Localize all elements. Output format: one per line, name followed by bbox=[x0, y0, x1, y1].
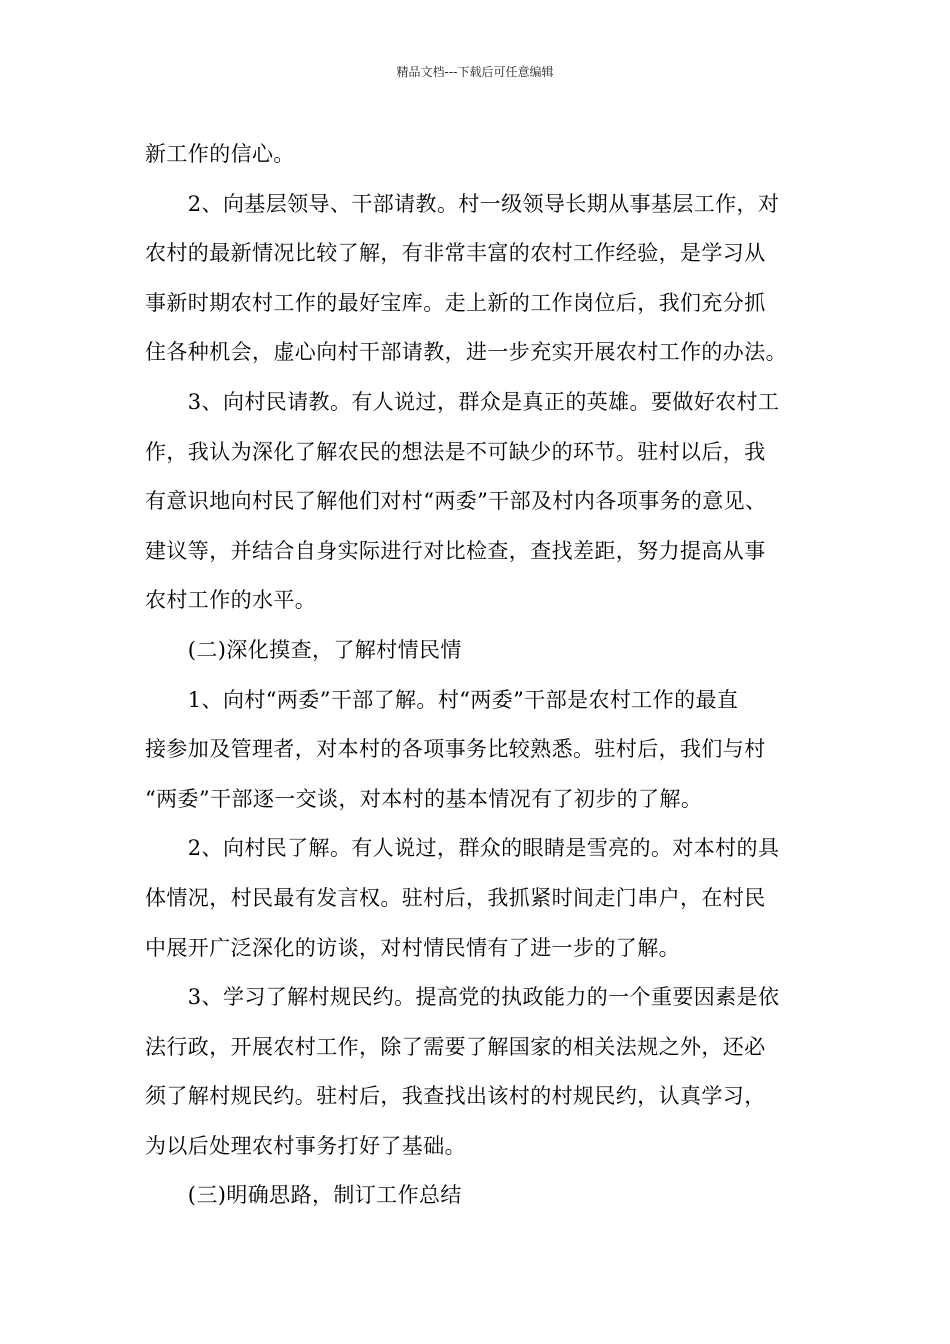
text-line: 体情况，村民最有发言权。驻村后，我抓紧时间走门串户，在村民 bbox=[145, 885, 766, 910]
page-header: 精品文档---下载后可任意编辑 bbox=[396, 65, 554, 79]
text-line: 须了解村规民约。驻村后，我查找出该村的村规民约，认真学习， bbox=[145, 1084, 766, 1109]
text-line: 3、向村民请教。有人说过，群众是真正的英雄。要做好农村工 bbox=[145, 389, 780, 414]
section-heading: (二)深化摸查，了解村情民情 bbox=[145, 637, 462, 662]
text-line: 1、向村“两委”干部了解。村“两委”干部是农村工作的最直 bbox=[145, 687, 739, 712]
text-line: 事新时期农村工作的最好宝库。走上新的工作岗位后，我们充分抓 bbox=[145, 290, 766, 315]
text-line: “两委”干部逐一交谈，对本村的基本情况有了初步的了解。 bbox=[145, 786, 703, 811]
text-line: 新工作的信心。 bbox=[145, 142, 295, 166]
text-line: 法行政，开展农村工作，除了需要了解国家的相关法规之外，还必 bbox=[145, 1034, 766, 1059]
text-line: 中展开广泛深化的访谈，对村情民情有了进一步的了解。 bbox=[145, 935, 680, 960]
text-line: 2、向村民了解。有人说过，群众的眼睛是雪亮的。对本村的具 bbox=[145, 836, 780, 861]
text-line: 3、学习了解村规民约。提高党的执政能力的一个重要因素是依 bbox=[145, 985, 780, 1010]
text-line: 2、向基层领导、干部请教。村一级领导长期从事基层工作，对 bbox=[145, 191, 780, 216]
text-line: 建议等，并结合自身实际进行对比检查，查找差距，努力提高从事 bbox=[145, 538, 766, 563]
text-line: 住各种机会，虚心向村干部请教，进一步充实开展农村工作的办法。 bbox=[145, 340, 787, 365]
text-line: 有意识地向村民了解他们对村“两委”干部及村内各项事务的意见、 bbox=[145, 489, 767, 514]
document-body bbox=[145, 130, 825, 1221]
text-line: 农村的最新情况比较了解，有非常丰富的农村工作经验，是学习从 bbox=[145, 241, 766, 266]
section-heading: (三)明确思路，制订工作总结 bbox=[145, 1183, 462, 1208]
text-line: 为以后处理农村事务打好了基础。 bbox=[145, 1133, 466, 1158]
text-line: 作，我认为深化了解农民的想法是不可缺少的环节。驻村以后，我 bbox=[145, 439, 766, 464]
text-line: 农村工作的水平。 bbox=[145, 588, 317, 613]
text-line: 接参加及管理者，对本村的各项事务比较熟悉。驻村后，我们与村 bbox=[145, 737, 766, 762]
